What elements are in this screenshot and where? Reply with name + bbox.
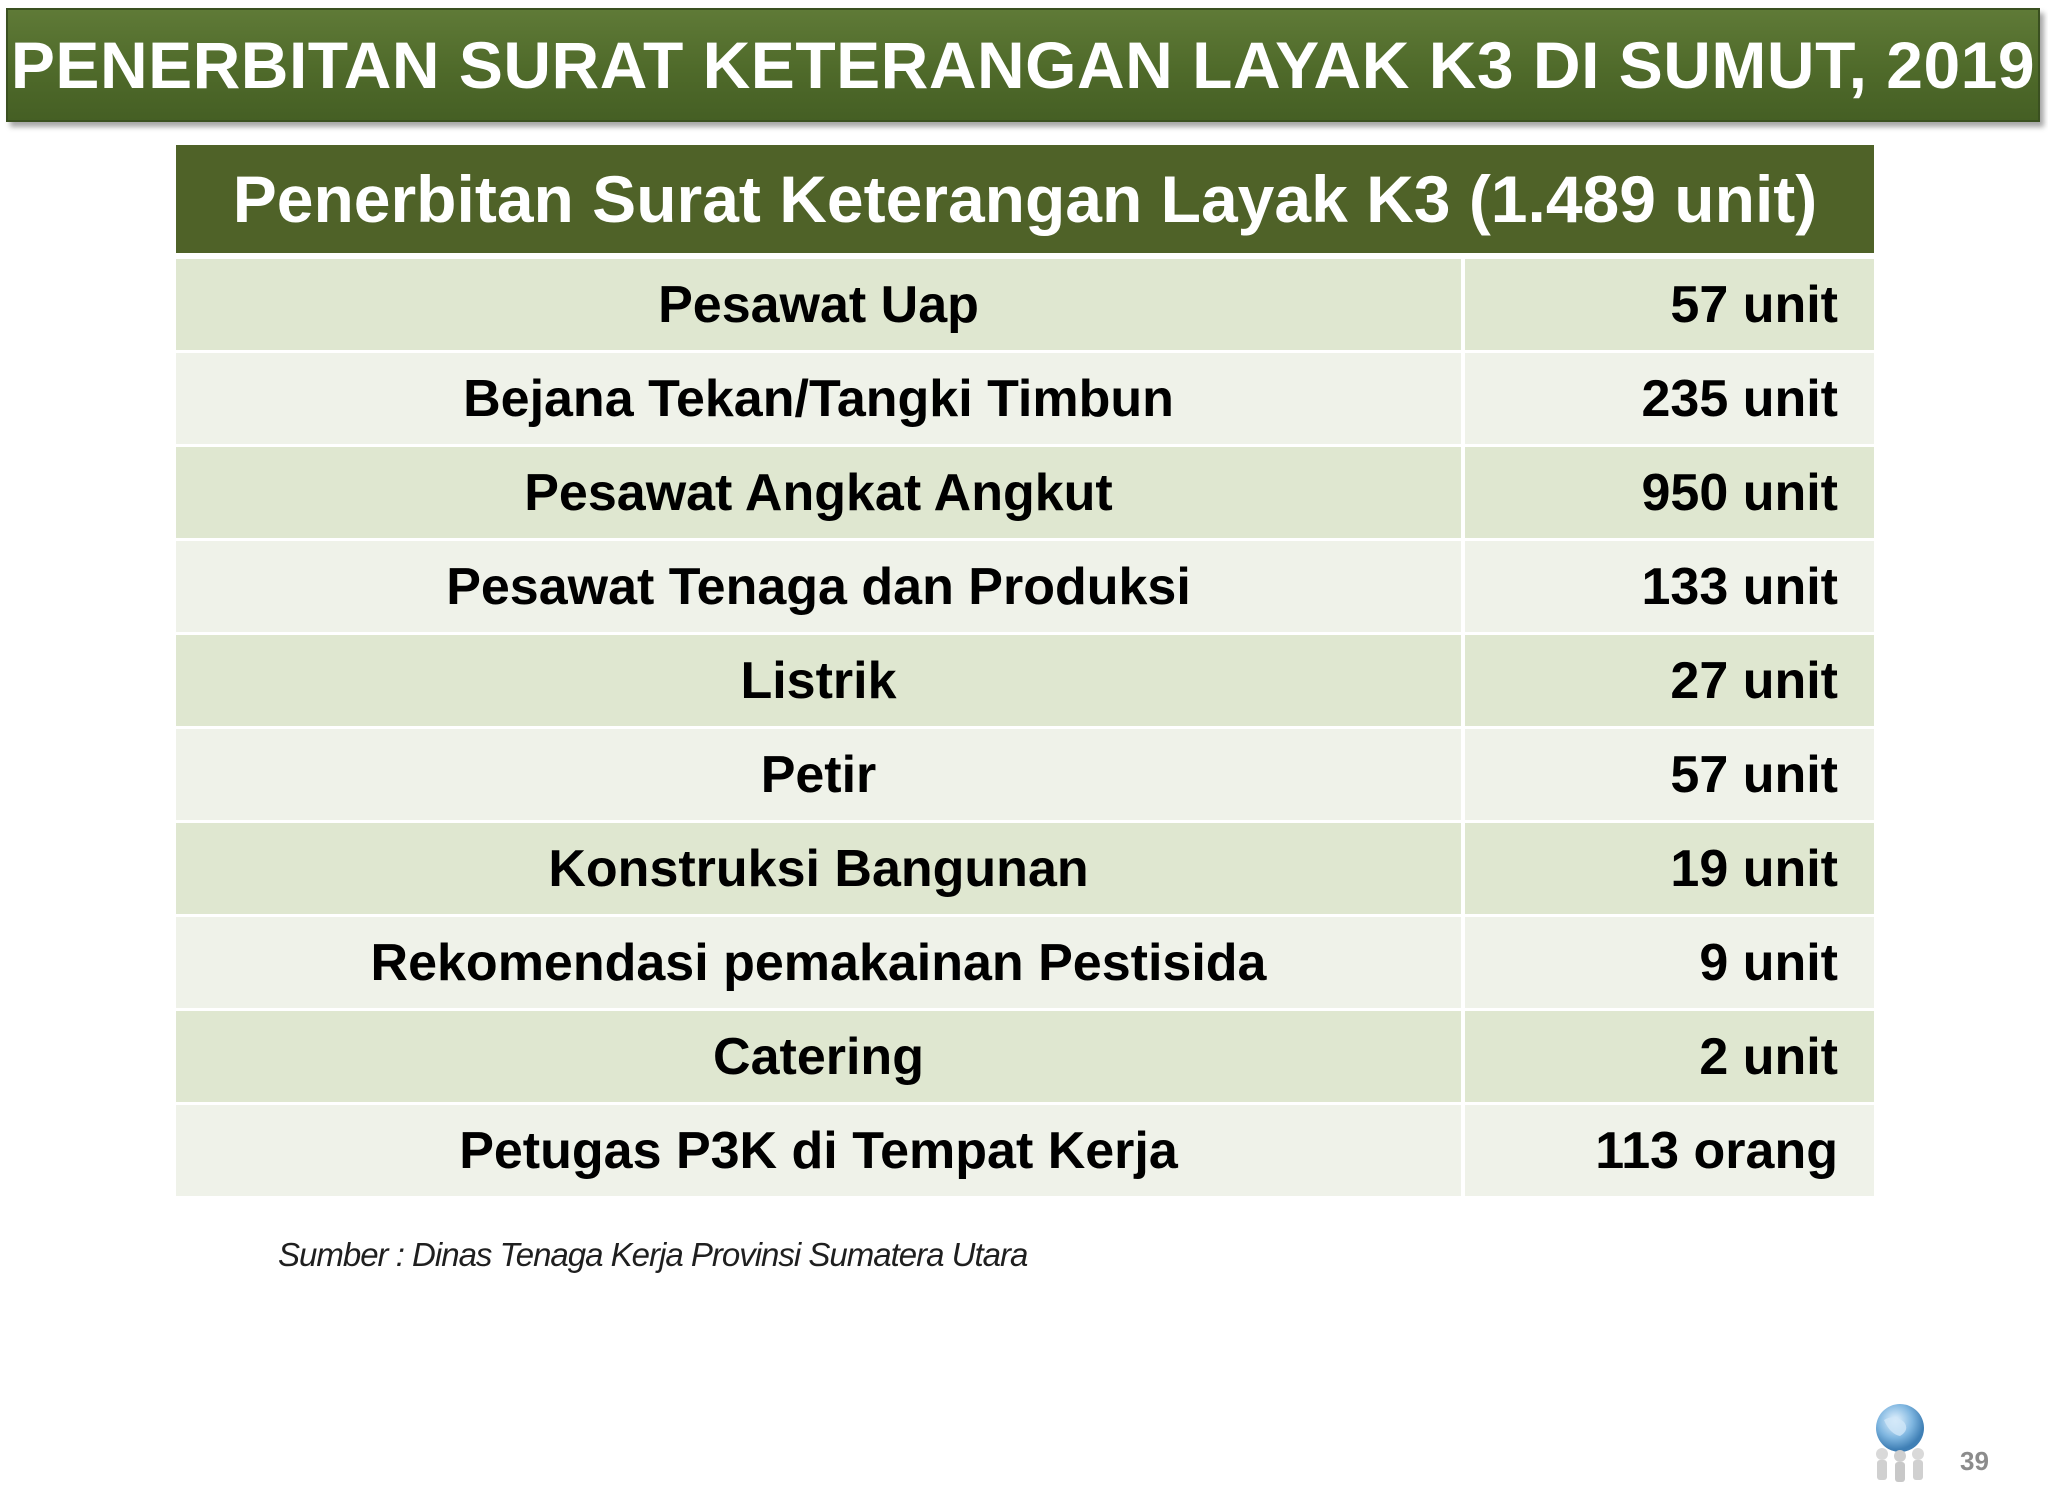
row-label: Petir bbox=[176, 729, 1465, 820]
table-body bbox=[176, 259, 1874, 1199]
row-label: Pesawat Tenaga dan Produksi bbox=[176, 541, 1465, 632]
table-row bbox=[176, 729, 1874, 823]
row-value: 57 unit bbox=[1465, 729, 1874, 820]
page-number: 39 bbox=[1960, 1446, 1989, 1476]
slide-title: PENERBITAN SURAT KETERANGAN LAYAK K3 DI SUMUT, 2019 bbox=[10, 28, 2036, 102]
row-value: 235 unit bbox=[1465, 353, 1874, 444]
globe-figures-logo-icon bbox=[1860, 1400, 1940, 1490]
table-row bbox=[176, 635, 1874, 729]
row-label: Bejana Tekan/Tangki Timbun bbox=[176, 353, 1465, 444]
row-value: 133 unit bbox=[1465, 541, 1874, 632]
row-value: 2 unit bbox=[1465, 1011, 1874, 1102]
row-value: 19 unit bbox=[1465, 823, 1874, 914]
row-label: Konstruksi Bangunan bbox=[176, 823, 1465, 914]
row-label: Listrik bbox=[176, 635, 1465, 726]
row-value: 57 unit bbox=[1465, 259, 1874, 350]
row-label: Catering bbox=[176, 1011, 1465, 1102]
row-label: Rekomendasi pemakainan Pestisida bbox=[176, 917, 1465, 1008]
table-row bbox=[176, 823, 1874, 917]
table-row bbox=[176, 447, 1874, 541]
table-header-label: Penerbitan Surat Keterangan Layak K3 (1.489 unit) bbox=[232, 162, 1818, 236]
table-row bbox=[176, 259, 1874, 353]
k3-table bbox=[176, 145, 1874, 1199]
table-header bbox=[176, 145, 1874, 259]
table-row bbox=[176, 353, 1874, 447]
title-banner bbox=[6, 8, 2040, 122]
row-value: 950 unit bbox=[1465, 447, 1874, 538]
table-row bbox=[176, 917, 1874, 1011]
source-note: Sumber : Dinas Tenaga Kerja Provinsi Sumatera Utara bbox=[278, 1236, 1028, 1273]
table-row bbox=[176, 1011, 1874, 1105]
row-label: Pesawat Angkat Angkut bbox=[176, 447, 1465, 538]
row-label: Petugas P3K di Tempat Kerja bbox=[176, 1105, 1465, 1196]
table-row bbox=[176, 1105, 1874, 1199]
table-row bbox=[176, 541, 1874, 635]
row-value: 27 unit bbox=[1465, 635, 1874, 726]
row-label: Pesawat Uap bbox=[176, 259, 1465, 350]
row-value: 9 unit bbox=[1465, 917, 1874, 1008]
row-value: 113 orang bbox=[1465, 1105, 1874, 1196]
